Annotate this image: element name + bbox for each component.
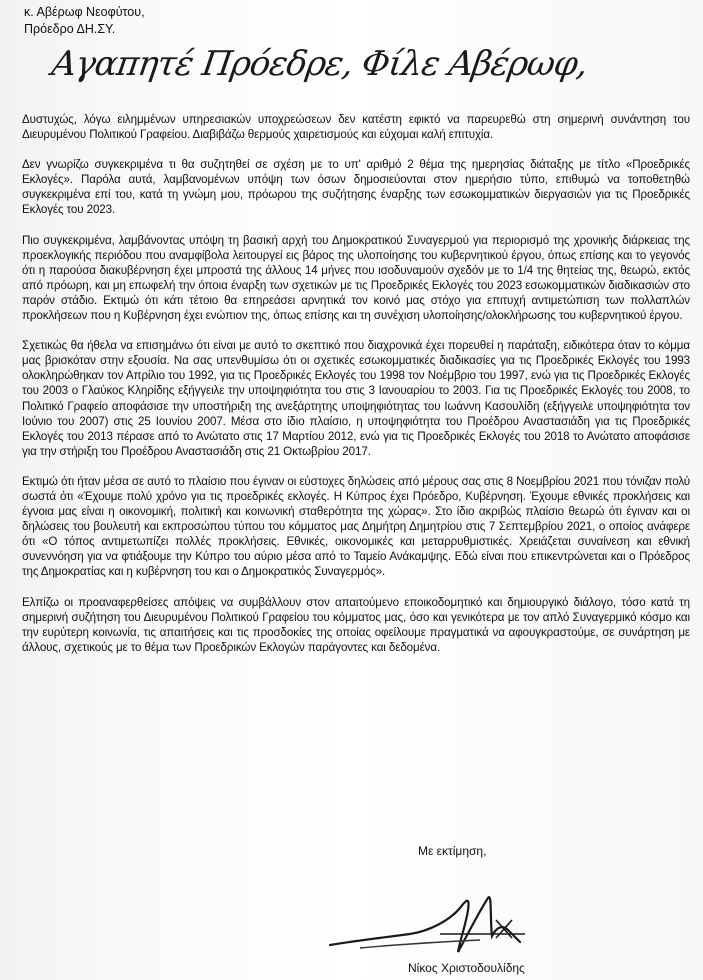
- paragraph: Δεν γνωρίζω συγκεκριμένα τι θα συζητηθεί σε σχέση με το υπ' αριθμό 2 θέμα της ημερησίας διάταξης με τίτλο «Προεδρικές Εκλογές». Παρόλα αυτά, λαμβανομένων υπόψη των όσων δημοσιεύονται στον ημερήσιο τύπο, επιθυμώ να τοποθετηθώ συγκεκριμένα επί του, κατά τη γνώμη μου, πρόωρου της συζήτησης έναρξης των εσωκομματικών διεργασιών για τις Προεδρικές Εκλογές του 2023.: [22, 158, 690, 217]
- signature-scribble: [320, 890, 540, 960]
- recipient-block: [24, 4, 145, 38]
- paragraph: Δυστυχώς, λόγω ειλημμένων υπηρεσιακών υποχρεώσεων δεν κατέστη εφικτό να παρευρεθώ στη σημερινή συνάντηση του Διευρυμένου Πολιτικού Γραφείου. Διαβιβάζω θερμούς χαιρετισμούς και εύχομαι καλή επιτυχία.: [22, 113, 690, 142]
- paragraph: Πιο συγκεκριμένα, λαμβάνοντας υπόψη τη βασική αρχή του Δημοκρατικού Συναγερμού για περιορισμό της χρονικής διάρκειας της προεκλογικής περιόδου που αναμφίβολα λειτουργεί εις βάρος της υλοποίησης του κυβερνητικού έργου, όπως επίσης και το γεγονός ότι η παρούσα διακυβέρνηση έχει μπροστά της άλλους 14 μήνες που ισοδυναμούν σχεδόν με το 1/4 της θητείας της, θεωρώ, εκτός από πρόωρη, και μη επωφελή την όποια έναρξη των σχετικών με τις Προεδρικές Εκλογές του 2023 εσωκομματικών διαδικασιών στο παρόν στάδιο. Εκτιμώ ότι κάτι τέτοιο θα επηρεάσει αρνητικά τον κοινό μας στόχο για επιτυχή αντιμετώπιση των πολλαπλών προκλήσεων που η Κυβέρνηση έχει ενώπιον της, όπως επίσης και τη συνέχιση υλοποίησης/ολοκλήρωσης του κυβερνητικού έργου.: [22, 233, 690, 323]
- recipient-name: κ. Αβέρωφ Νεοφύτου,: [24, 5, 145, 19]
- recipient-title: Πρόεδρο ΔΗ.ΣΥ.: [24, 22, 116, 36]
- handwritten-salutation: Αγαπητέ Πρόεδρε, Φίλε Αβέρωφ,: [49, 44, 590, 84]
- closing: Με εκτίμηση,: [418, 844, 487, 858]
- paragraph: Εκτιμώ ότι ήταν μέσα σε αυτό το πλαίσιο που έγιναν οι εύστοχες δηλώσεις από μέρους σας στις 8 Νοεμβρίου 2021 που τόνιζαν πολύ σωστά ότι «Έχουμε πολύ χρόνο για τις προεδρικές εκλογές. Η Κύπρος έχει Πρόεδρο, Κυβέρνηση. Έχουμε εθνικές προκλήσεις και έγνοια μας είναι η οικονομική, πολιτική και κοινωνική σταθερότητα της χώρας». Στο ίδιο ακριβώς πλαίσιο θεωρώ ότι έγιναν και οι δηλώσεις του βουλευτή και εκπροσώπου τύπου του κόμματος μας Δημήτρη Δημητρίου στις 7 Σεπτεμβρίου 2021, ο οποίος ανάφερε ότι «Ο τόπος αντιμετωπίζει πολλές προκλήσεις. Εθνικές, οικονομικές και μεταρρυθμιστικές. Χρειάζεται συναίνεση και εθνική συνεννόηση για να φτιάξουμε την Κύπρο του αύριο μέσα από το Ταμείο Ανάκαμψης. Εδώ είναι που επικεντρώνεται και ο Πρόεδρος της Δημοκρατίας και η κυβέρνηση του και ο Δημοκρατικός Συναγερμός».: [22, 474, 690, 579]
- letter-body: [22, 112, 690, 670]
- signer-name: Νίκος Χριστοδουλίδης: [408, 961, 525, 975]
- paragraph: Ελπίζω οι προαναφερθείσες απόψεις να συμβάλλουν στον απαιτούμενο εποικοδομητικό και δημιουργικό διάλογο, τόσο κατά τη σημερινή συζήτηση του Διευρυμένου Πολιτικού Γραφείου του κόμματος μας, όσο και γενικότερα με τον απλό Συναγερμικό κόσμο και την ευρύτερη κοινωνία, τις απαιτήσεις και τις προσδοκίες της οποίας οφείλουμε πραγματικά να αφουγκραστούμε, σε συνάρτηση με άλλους, σχετικούς με το θέμα των Προεδρικών Εκλογών παράγοντες και δεδομένα.: [22, 595, 690, 654]
- paragraph: Σχετικώς θα ήθελα να επισημάνω ότι είναι με αυτό το σκεπτικό που διαχρονικά έχει πορευθεί η παράταξη, ειδικότερα όταν το κόμμα μας βρισκόταν στην εξουσία. Να σας υπενθυμίσω ότι οι σχετικές εσωκομματικές διαδικασίες για τις Προεδρικές Εκλογές του 1993 ολοκληρώθηκαν τον Απρίλιο του 1992, για τις Προεδρικές Εκλογές του 1998 τον Νοέμβριο του 1997, ενώ για τις Προεδρικές Εκλογές του 2003 ο Γλαύκος Κληρίδης εξήγγειλε την υποψηφιότητα του στις 3 Ιανουαρίου το 2003. Για τις Προεδρικές Εκλογές του 2008, το Πολιτικό Γραφείο αποφάσισε την υποστήριξη της ανεξάρτητης υποψηφιότητας του Ιωάννη Κασουλίδη (εξήγγειλε υποψηφιότητα τον Ιούνιο του 2007) στις 25 Ιουνίου 2007. Μέσα στο ίδιο πλαίσιο, η υποψηφιότητα του Προέδρου Αναστασιάδη για τις Προεδρικές Εκλογές του 2013 πέρασε από το Ανώτατο στις 17 Μαρτίου 2012, ενώ για τις Προεδρικές Εκλογές του 2018 το Ανώτατο αποφάσισε για την στήριξη του Προέδρου Αναστασιάδη στις 21 Οκτωβρίου 2017.: [22, 339, 690, 458]
